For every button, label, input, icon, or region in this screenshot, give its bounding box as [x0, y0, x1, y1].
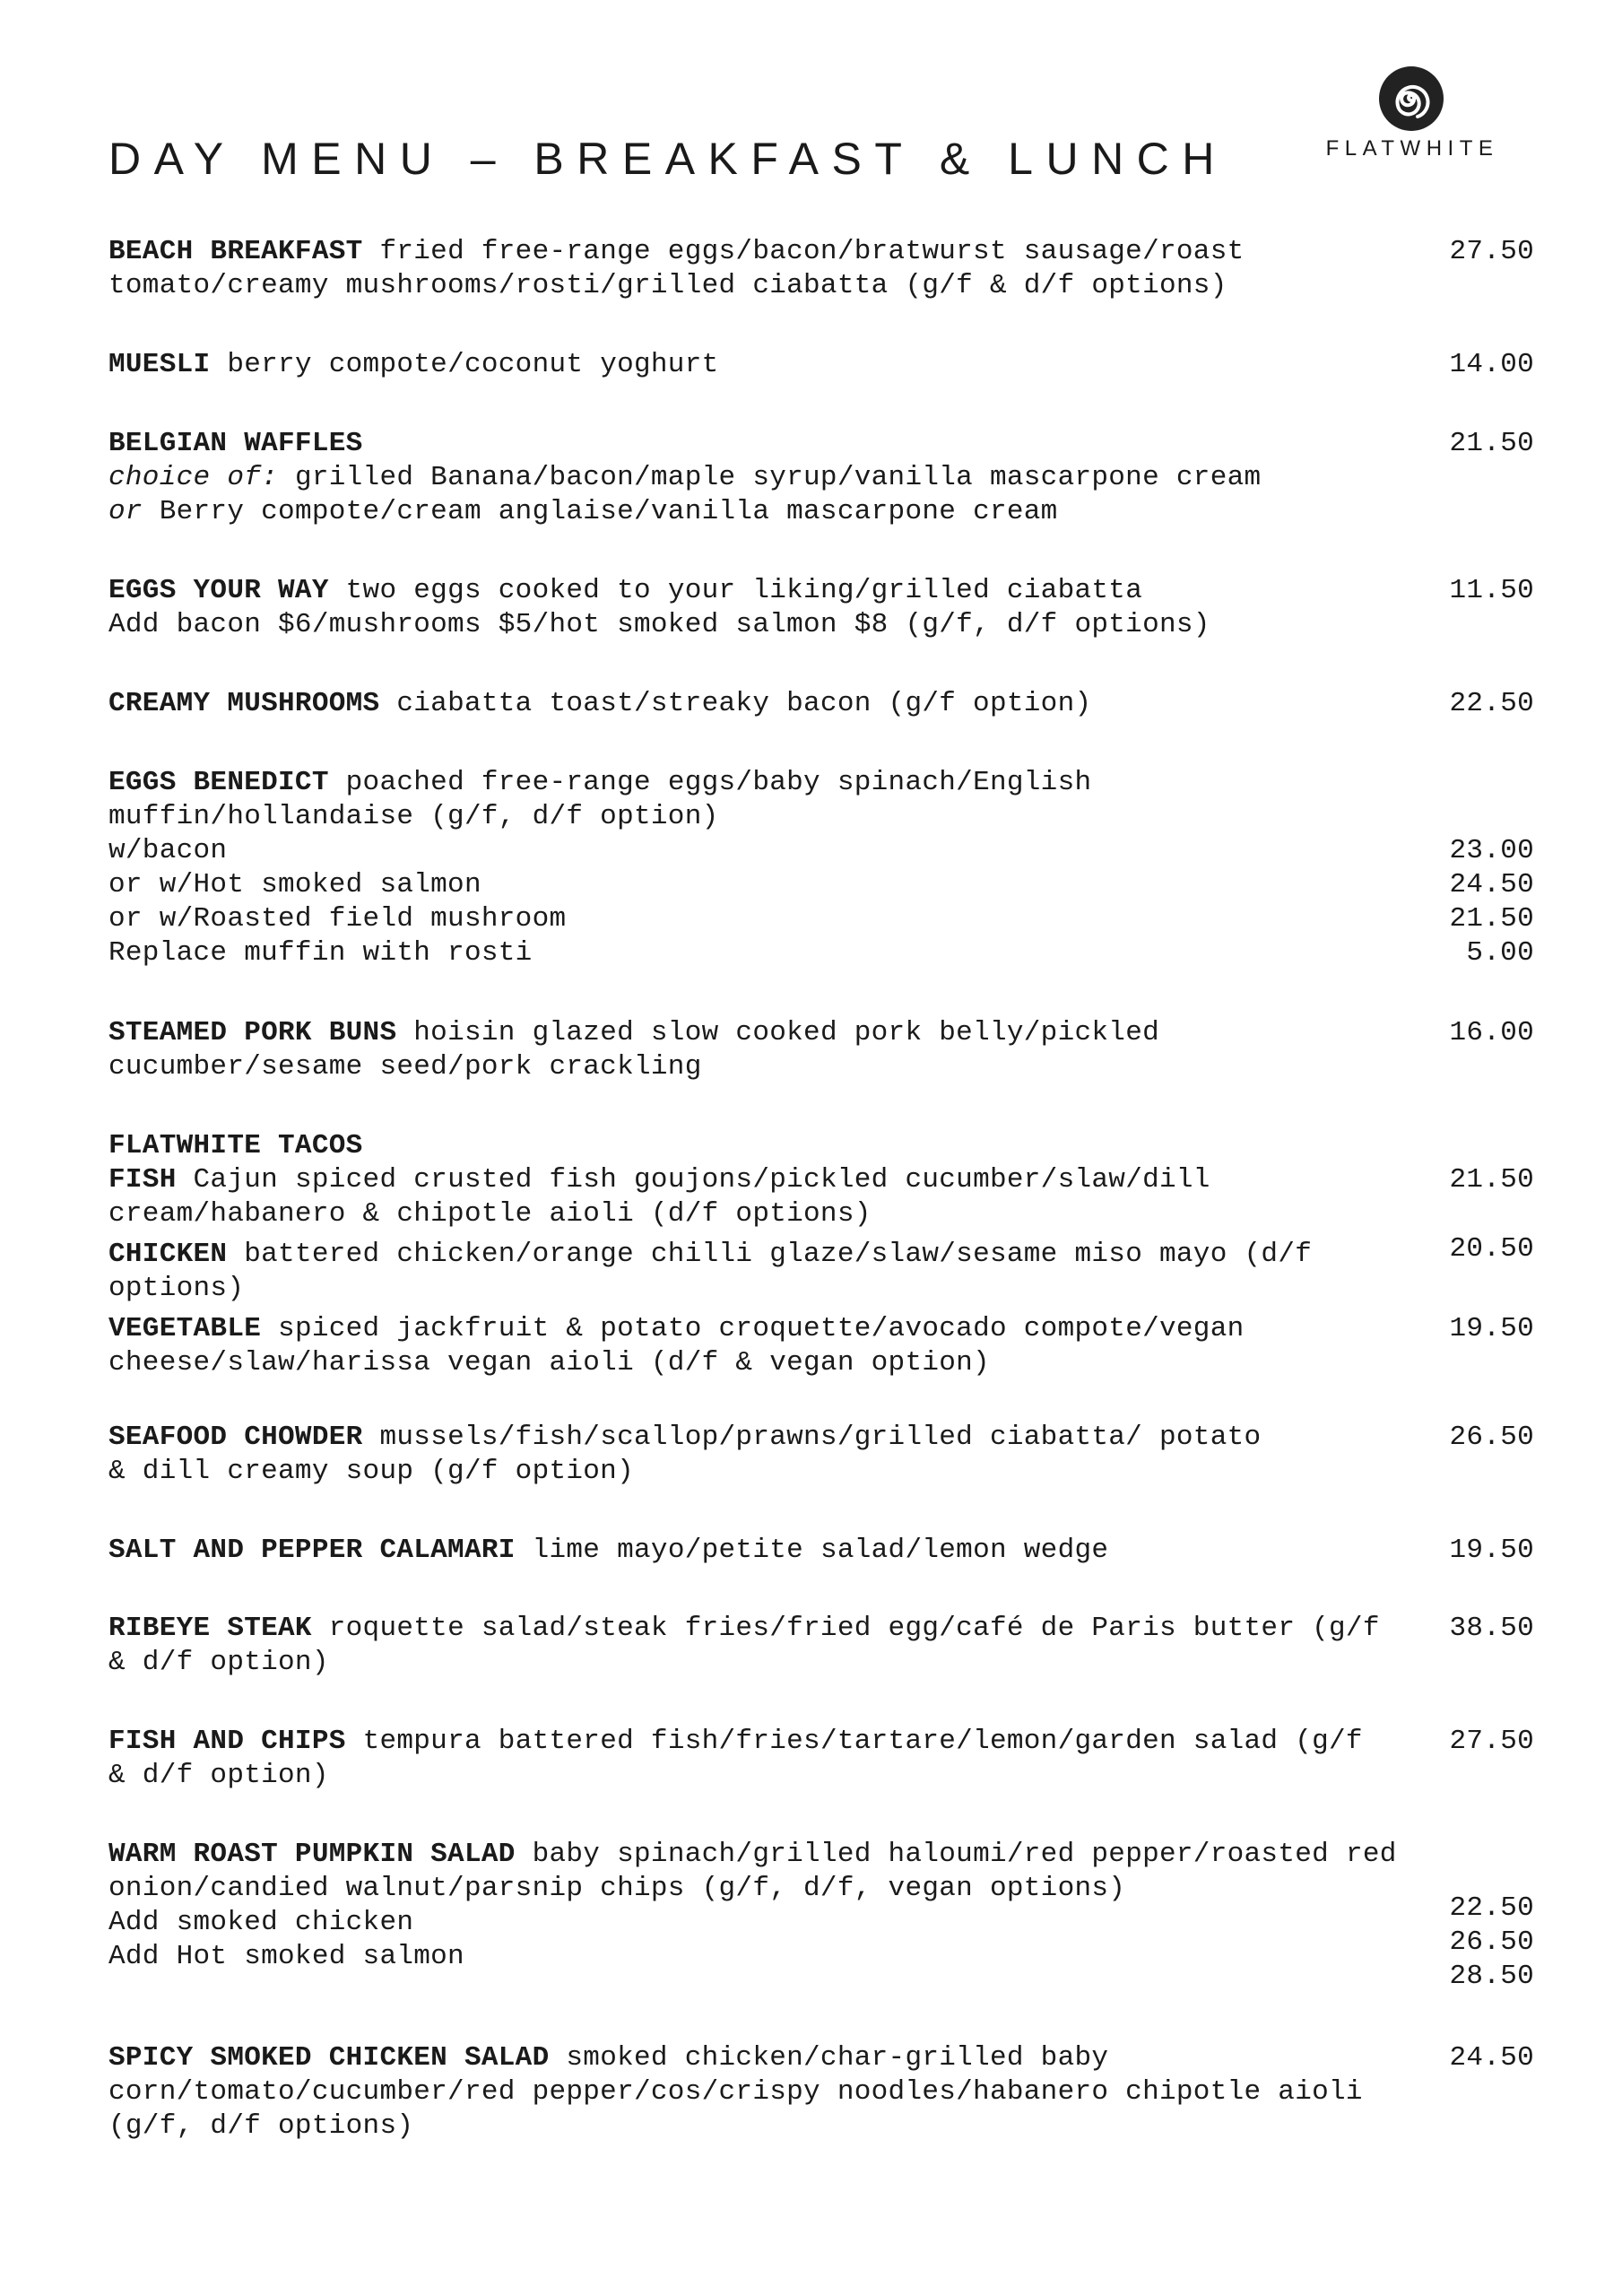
item-description: lime mayo/petite salad/lemon wedge: [532, 1535, 1109, 1566]
menu-item-spicy-smoked-chicken-salad: [108, 2041, 1534, 2144]
item-extras: Add bacon $6/mushrooms $5/hot smoked salmon $8 (g/f, d/f options): [108, 609, 1210, 640]
choice-option-2: Berry compote/cream anglaise/vanilla mascarpone cream: [159, 496, 1058, 527]
item-price: 22.50: [1449, 1892, 1534, 1924]
item-description: baby spinach/grilled haloumi/red pepper/roasted red onion/candied walnut/parsnip chips (g/f, d/f, vegan options): [108, 1839, 1414, 1904]
option-label: or w/Roasted field mushroom: [108, 903, 567, 935]
item-option-1: Add smoked chicken: [108, 1907, 414, 1938]
item-name: BEACH BREAKFAST: [108, 236, 363, 267]
item-name: WARM ROAST PUMPKIN SALAD: [108, 1839, 516, 1870]
taco-description: battered chicken/orange chilli glaze/slaw/sesame miso mayo (d/f options): [108, 1239, 1330, 1304]
item-price: 21.50: [1449, 428, 1534, 459]
item-price: 38.50: [1449, 1613, 1534, 1644]
item-price: 16.00: [1449, 1017, 1534, 1048]
choice-label: choice of:: [108, 462, 279, 493]
menu-item-eggs-your-way: [108, 574, 1534, 642]
item-description: roquette salad/steak fries/fried egg/café de Paris butter (g/f & d/f option): [108, 1613, 1397, 1678]
item-description: berry compote/coconut yoghurt: [227, 349, 719, 380]
page-title: DAY MENU – BREAKFAST & LUNCH: [108, 134, 1227, 184]
item-price: 11.50: [1449, 575, 1534, 606]
option-price: 5.00: [1466, 937, 1534, 969]
item-description: two eggs cooked to your liking/grilled ciabatta: [345, 575, 1143, 606]
item-name: SALT AND PEPPER CALAMARI: [108, 1535, 516, 1566]
item-price: 27.50: [1449, 236, 1534, 267]
menu-item-fish-and-chips: [108, 1725, 1534, 1793]
item-name: MUESLI: [108, 349, 211, 380]
item-name: EGGS BENEDICT: [108, 767, 329, 798]
taco-name: VEGETABLE: [108, 1313, 262, 1344]
item-name: STEAMED PORK BUNS: [108, 1017, 397, 1048]
menu-item-belgian-waffles: [108, 427, 1534, 529]
item-description: hoisin glazed slow cooked pork belly/pickled cucumber/sesame seed/pork crackling: [108, 1017, 1176, 1083]
menu-item-flatwhite-tacos: [108, 1129, 1534, 1380]
taco-name: FISH: [108, 1164, 177, 1196]
item-price: 24.50: [1449, 2042, 1534, 2074]
menu-item-steamed-pork-buns: [108, 1016, 1534, 1084]
item-name: FISH AND CHIPS: [108, 1726, 346, 1757]
item-name: EGGS YOUR WAY: [108, 575, 329, 606]
menu-item-seafood-chowder: [108, 1421, 1534, 1489]
item-price: 27.50: [1449, 1726, 1534, 1757]
item-name: SEAFOOD CHOWDER: [108, 1422, 363, 1453]
menu-item-muesli: [108, 348, 1534, 382]
item-description: tempura battered fish/fries/tartare/lemon/garden salad (g/f & d/f option): [108, 1726, 1380, 1791]
item-price: 26.50: [1449, 1422, 1534, 1453]
option-price: 28.50: [1449, 1961, 1534, 1992]
option-label: Replace muffin with rosti: [108, 937, 533, 969]
menu-item-warm-roast-pumpkin-salad: [108, 1838, 1534, 1992]
option-label: w/bacon: [108, 835, 228, 866]
taco-price: 19.50: [1449, 1313, 1534, 1344]
item-option-2: Add Hot smoked salmon: [108, 1941, 464, 1972]
choice-option-1: grilled Banana/bacon/maple syrup/vanilla mascarpone cream: [294, 462, 1262, 493]
menu-item-eggs-benedict: [108, 766, 1534, 970]
taco-price: 20.50: [1449, 1233, 1534, 1265]
option-price: 26.50: [1449, 1926, 1534, 1958]
or-label: or: [108, 496, 143, 527]
item-name: SPICY SMOKED CHICKEN SALAD: [108, 2042, 550, 2074]
brand-name: FLATWHITE: [1325, 136, 1499, 161]
item-description: mussels/fish/scallop/prawns/grilled ciabatta/ potato & dill creamy soup (g/f option): [108, 1422, 1279, 1487]
menu-item-ribeye-steak: [108, 1612, 1534, 1680]
taco-price: 21.50: [1449, 1164, 1534, 1196]
item-price: 22.50: [1449, 688, 1534, 719]
option-price: 23.00: [1449, 835, 1534, 866]
item-description: fried free-range eggs/bacon/bratwurst sausage/roast tomato/creamy mushrooms/rosti/grilled ciabatta (g/f & d/f options): [108, 236, 1262, 301]
item-description: smoked chicken/char-grilled baby corn/tomato/cucumber/red pepper/cos/crispy noodles/habanero chipotle aioli (g/f, d/f options): [108, 2042, 1380, 2142]
item-name: CREAMY MUSHROOMS: [108, 688, 380, 719]
item-price: 19.50: [1449, 1535, 1534, 1566]
item-name: BELGIAN WAFFLES: [108, 428, 363, 459]
item-description: ciabatta toast/streaky bacon (g/f option): [396, 688, 1092, 719]
spiral-logo-icon: [1377, 65, 1445, 133]
menu-item-creamy-mushrooms: [108, 687, 1534, 721]
option-label: or w/Hot smoked salmon: [108, 869, 481, 900]
item-name: RIBEYE STEAK: [108, 1613, 312, 1644]
taco-description: Cajun spiced crusted fish goujons/pickled cucumber/slaw/dill cream/habanero & chipotle aioli (d/f options): [108, 1164, 1227, 1230]
menu-item-beach-breakfast: [108, 235, 1534, 303]
taco-name: CHICKEN: [108, 1239, 228, 1270]
brand-logo: [1291, 63, 1533, 170]
item-description: poached free-range eggs/baby spinach/English muffin/hollandaise (g/f, d/f option): [108, 767, 1109, 832]
menu-item-salt-pepper-calamari: [108, 1534, 1534, 1568]
item-price: 14.00: [1449, 349, 1534, 380]
option-price: 24.50: [1449, 869, 1534, 900]
taco-description: spiced jackfruit & potato croquette/avocado compote/vegan cheese/slaw/harissa vegan aioli (d/f & vegan option): [108, 1313, 1262, 1378]
item-name: FLATWHITE TACOS: [108, 1130, 363, 1161]
option-price: 21.50: [1449, 903, 1534, 935]
